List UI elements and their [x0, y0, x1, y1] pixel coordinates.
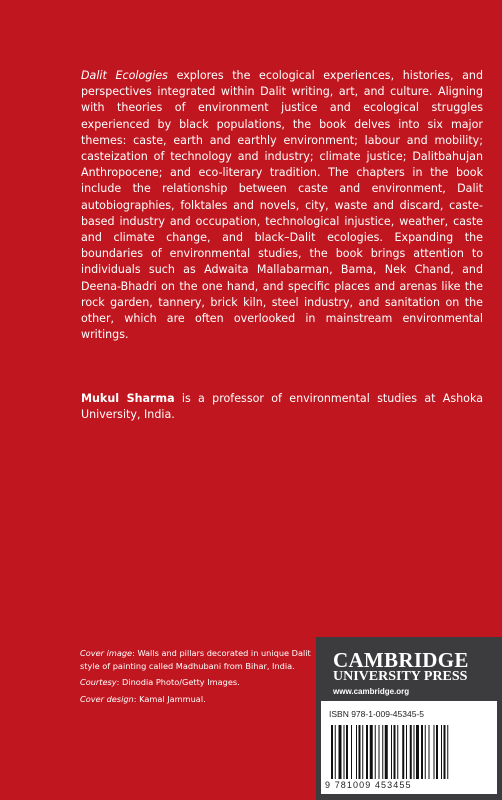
author-name: Mukul Sharma — [81, 392, 175, 405]
cover-credits — [80, 647, 315, 709]
publisher-logo-name: CAMBRIDGE — [333, 648, 469, 672]
barcode-icon — [331, 725, 487, 779]
barcode-label — [321, 701, 497, 794]
isbn-text: ISBN 978-1-009-45345-5 — [329, 709, 424, 719]
author-bio-text: is a professor of environmental studies at Ashoka University, India. — [81, 392, 483, 422]
cover-image-text: : Walls and pillars decorated in unique Dalit style of painting called Madhubani from Bihar, India. — [80, 648, 311, 671]
publisher-logo-press: UNIVERSITY PRESS — [333, 669, 468, 684]
barcode-digits: 9 781009 453455 — [325, 780, 412, 790]
courtesy-text: : Dinodia Photo/Getty Images. — [116, 677, 240, 688]
publisher-panel — [316, 637, 502, 800]
cover-design-label: Cover design — [80, 693, 134, 704]
book-title: Dalit Ecologies — [81, 69, 168, 82]
cover-image-credit — [80, 647, 315, 672]
publisher-url: www.cambridge.org — [333, 687, 410, 696]
courtesy-label: Courtesy — [80, 677, 117, 688]
cover-image-label: Cover image — [80, 648, 133, 658]
cover-design-credit — [80, 693, 315, 706]
description-text: explores the ecological experiences, histories, and perspectives integrated within Dalit writing, art, and culture. Aligning with theories of environment justice and ecological struggles experienced by black populations, the book delves into six major themes: caste, earth and earthly environment; labour and mobility; casteization of technology and industry; climate justice; Dalitbahujan Anthropocene; and eco-literary tradition. The chapters in the book include the relationship between caste and environment, Dalit autobiographies, folktales and novels, city, waste and discard, caste-based industry and occupation, technological injustice, weather, caste and climate change, and black–Dalit ecologies. Expanding the boundaries of environmental studies, the book brings attention to individuals such as Adwaita Mallabarman, Bama, Nek Chand, and Deena-Bhadri on the one hand, and specific places and arenas like the rock garden, tannery, brick kiln, steel industry, and sanitation on the other, which are often overlooked in mainstream environmental writings. — [81, 69, 483, 342]
book-description — [81, 68, 483, 343]
courtesy-credit — [80, 676, 315, 689]
author-bio — [81, 391, 483, 423]
cover-design-text: : Kamal Jammual. — [133, 693, 206, 704]
